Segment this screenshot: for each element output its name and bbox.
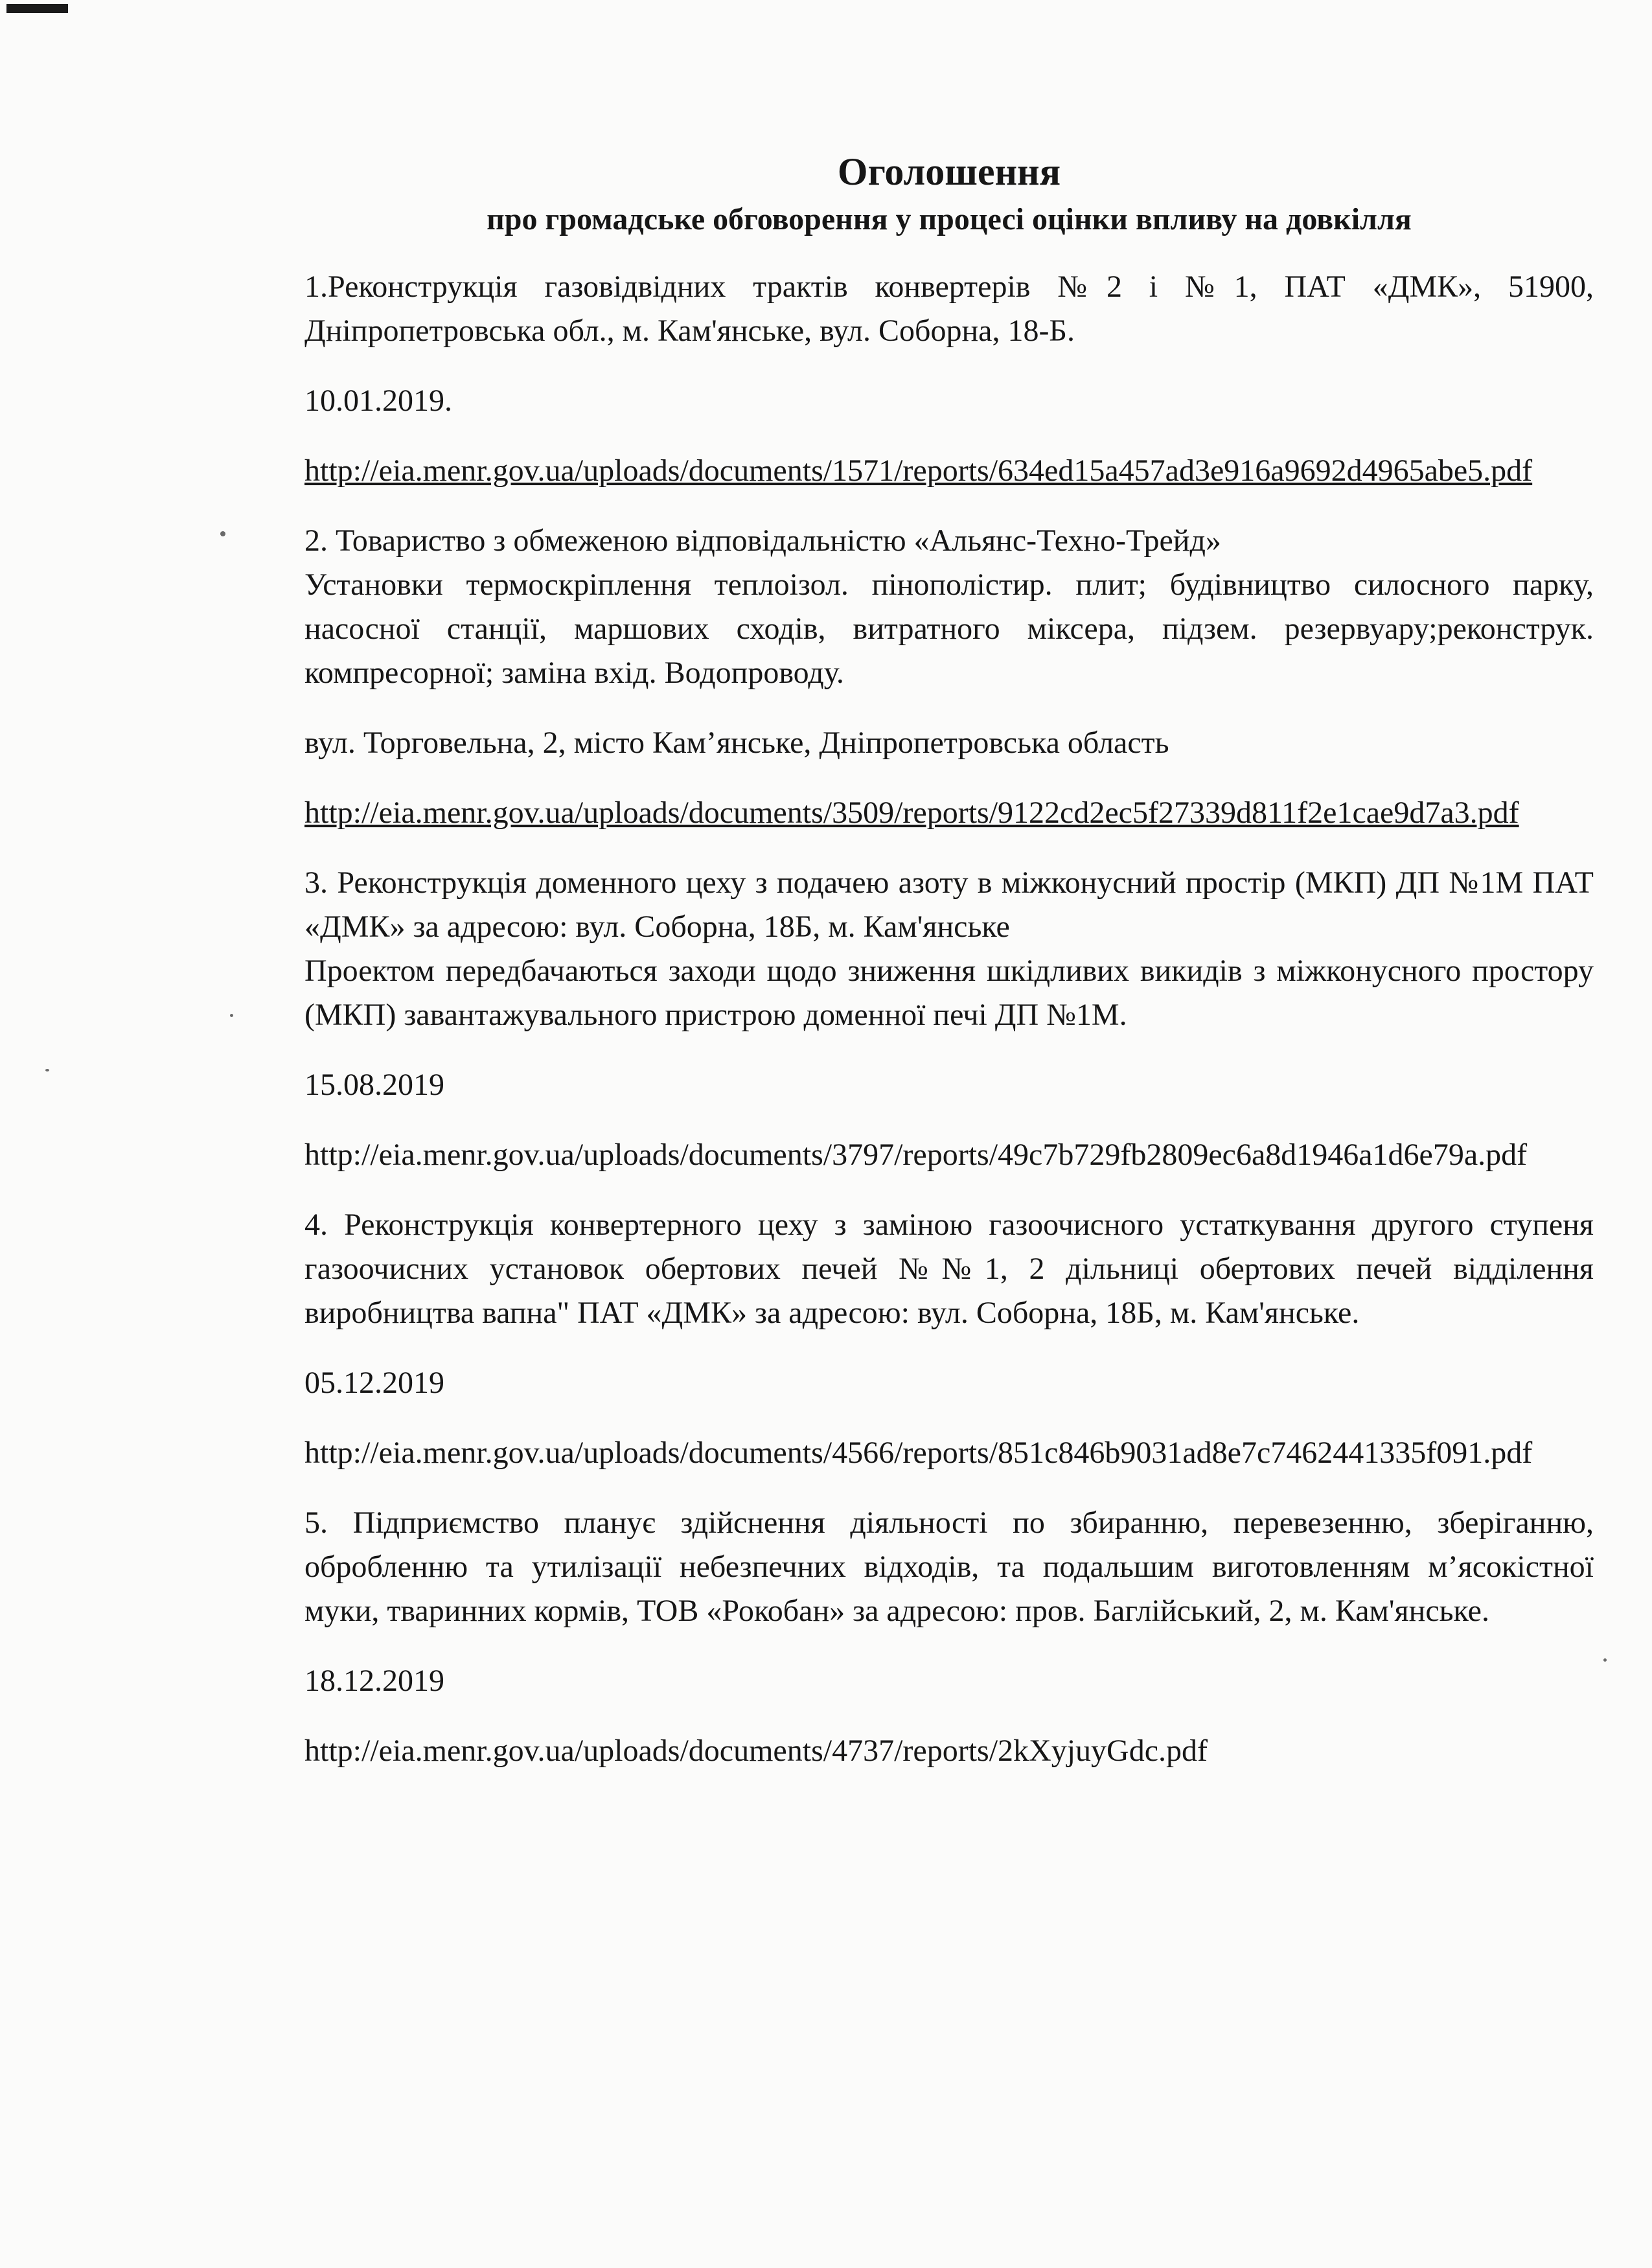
- item-date: 10.01.2019.: [304, 384, 452, 418]
- announcement-item-4: [304, 1203, 1594, 1475]
- item-title: 3. Реконструкція доменного цеху з подачею азоту в міжконусний простір (МКП) ДП №1М ПАТ «ДМК» за адресою: вул. Соборна, 18Б, м. Кам'янське: [304, 865, 1594, 944]
- item-title: 2. Товариство з обмеженою відповідальністю «Альянс-Техно-Трейд»: [304, 523, 1221, 558]
- document-title: Оголошення: [837, 150, 1061, 193]
- scan-edge-mark: [6, 4, 68, 13]
- item-report-link[interactable]: http://eia.menr.gov.ua/uploads/documents/4566/reports/851c846b9031ad8e7c7462441335f091.pdf: [304, 1436, 1533, 1470]
- item-description: Установки термоскріплення теплоізол. пінополістир. плит; будівництво силосного парку, насосної станції, маршових сходів, витратного міксера, підзем. резервуару;реконструк. компресорної; заміна вхід. Водопроводу.: [304, 567, 1594, 690]
- item-report-link[interactable]: http://eia.menr.gov.ua/uploads/documents/4737/reports/2kXyjuyGdc.pdf: [304, 1734, 1208, 1768]
- scan-speck: [1603, 1658, 1607, 1662]
- document-subtitle: про громадське обговорення у процесі оцінки впливу на довкілля: [487, 202, 1412, 236]
- item-address: вул. Торговельна, 2, місто Кам’янське, Дніпропетровська область: [304, 726, 1169, 760]
- item-date: 15.08.2019: [304, 1068, 444, 1102]
- item-description: 4. Реконструкція конвертерного цеху з заміною газоочисного устаткування другого ступеня газоочисних установок обертових печей №№1, 2 дільниці обертових печей відділення виробництва вапна" ПАТ «ДМК» за адресою: вул. Соборна, 18Б, м. Кам'янське.: [304, 1208, 1594, 1330]
- item-description: 5. Підприємство планує здійснення діяльності по збиранню, перевезенню, зберіганню, обробленню та утилізації небезпечних відходів, та подальшим виготовленням м’ясокістної муки, тваринних кормів, ТОВ «Рокобан» за адресою: пров. Баглійський, 2, м. Кам'янське.: [304, 1506, 1594, 1628]
- scan-speck: [45, 1069, 49, 1071]
- item-report-link[interactable]: http://eia.menr.gov.ua/uploads/documents/3509/reports/9122cd2ec5f27339d811f2e1cae9d7a3.pdf: [304, 796, 1519, 830]
- announcement-item-5: [304, 1501, 1594, 1773]
- item-date: 18.12.2019: [304, 1664, 444, 1698]
- announcement-item-3: [304, 861, 1594, 1177]
- item-report-link[interactable]: http://eia.menr.gov.ua/uploads/documents/3797/reports/49c7b729fb2809ec6a8d1946a1d6e79a.pdf: [304, 1138, 1528, 1172]
- item-report-link[interactable]: http://eia.menr.gov.ua/uploads/documents/1571/reports/634ed15a457ad3e916a9692d4965abe5.pdf: [304, 453, 1533, 488]
- item-date: 05.12.2019: [304, 1366, 444, 1400]
- scan-speck: [220, 531, 225, 536]
- announcement-document: [304, 146, 1594, 1773]
- announcement-item-1: [304, 265, 1594, 493]
- scan-speck: [230, 1014, 233, 1017]
- item-description: 1.Реконструкція газовідвідних трактів конвертерів №2 і №1, ПАТ «ДМК», 51900, Дніпропетровська обл., м. Кам'янське, вул. Соборна, 18-Б.: [304, 269, 1594, 348]
- announcement-item-2: [304, 519, 1594, 835]
- item-description: Проектом передбачаються заходи щодо зниження шкідливих викидів з міжконусного простору (МКП) завантажувального пристрою доменної печі ДП №1М.: [304, 954, 1594, 1032]
